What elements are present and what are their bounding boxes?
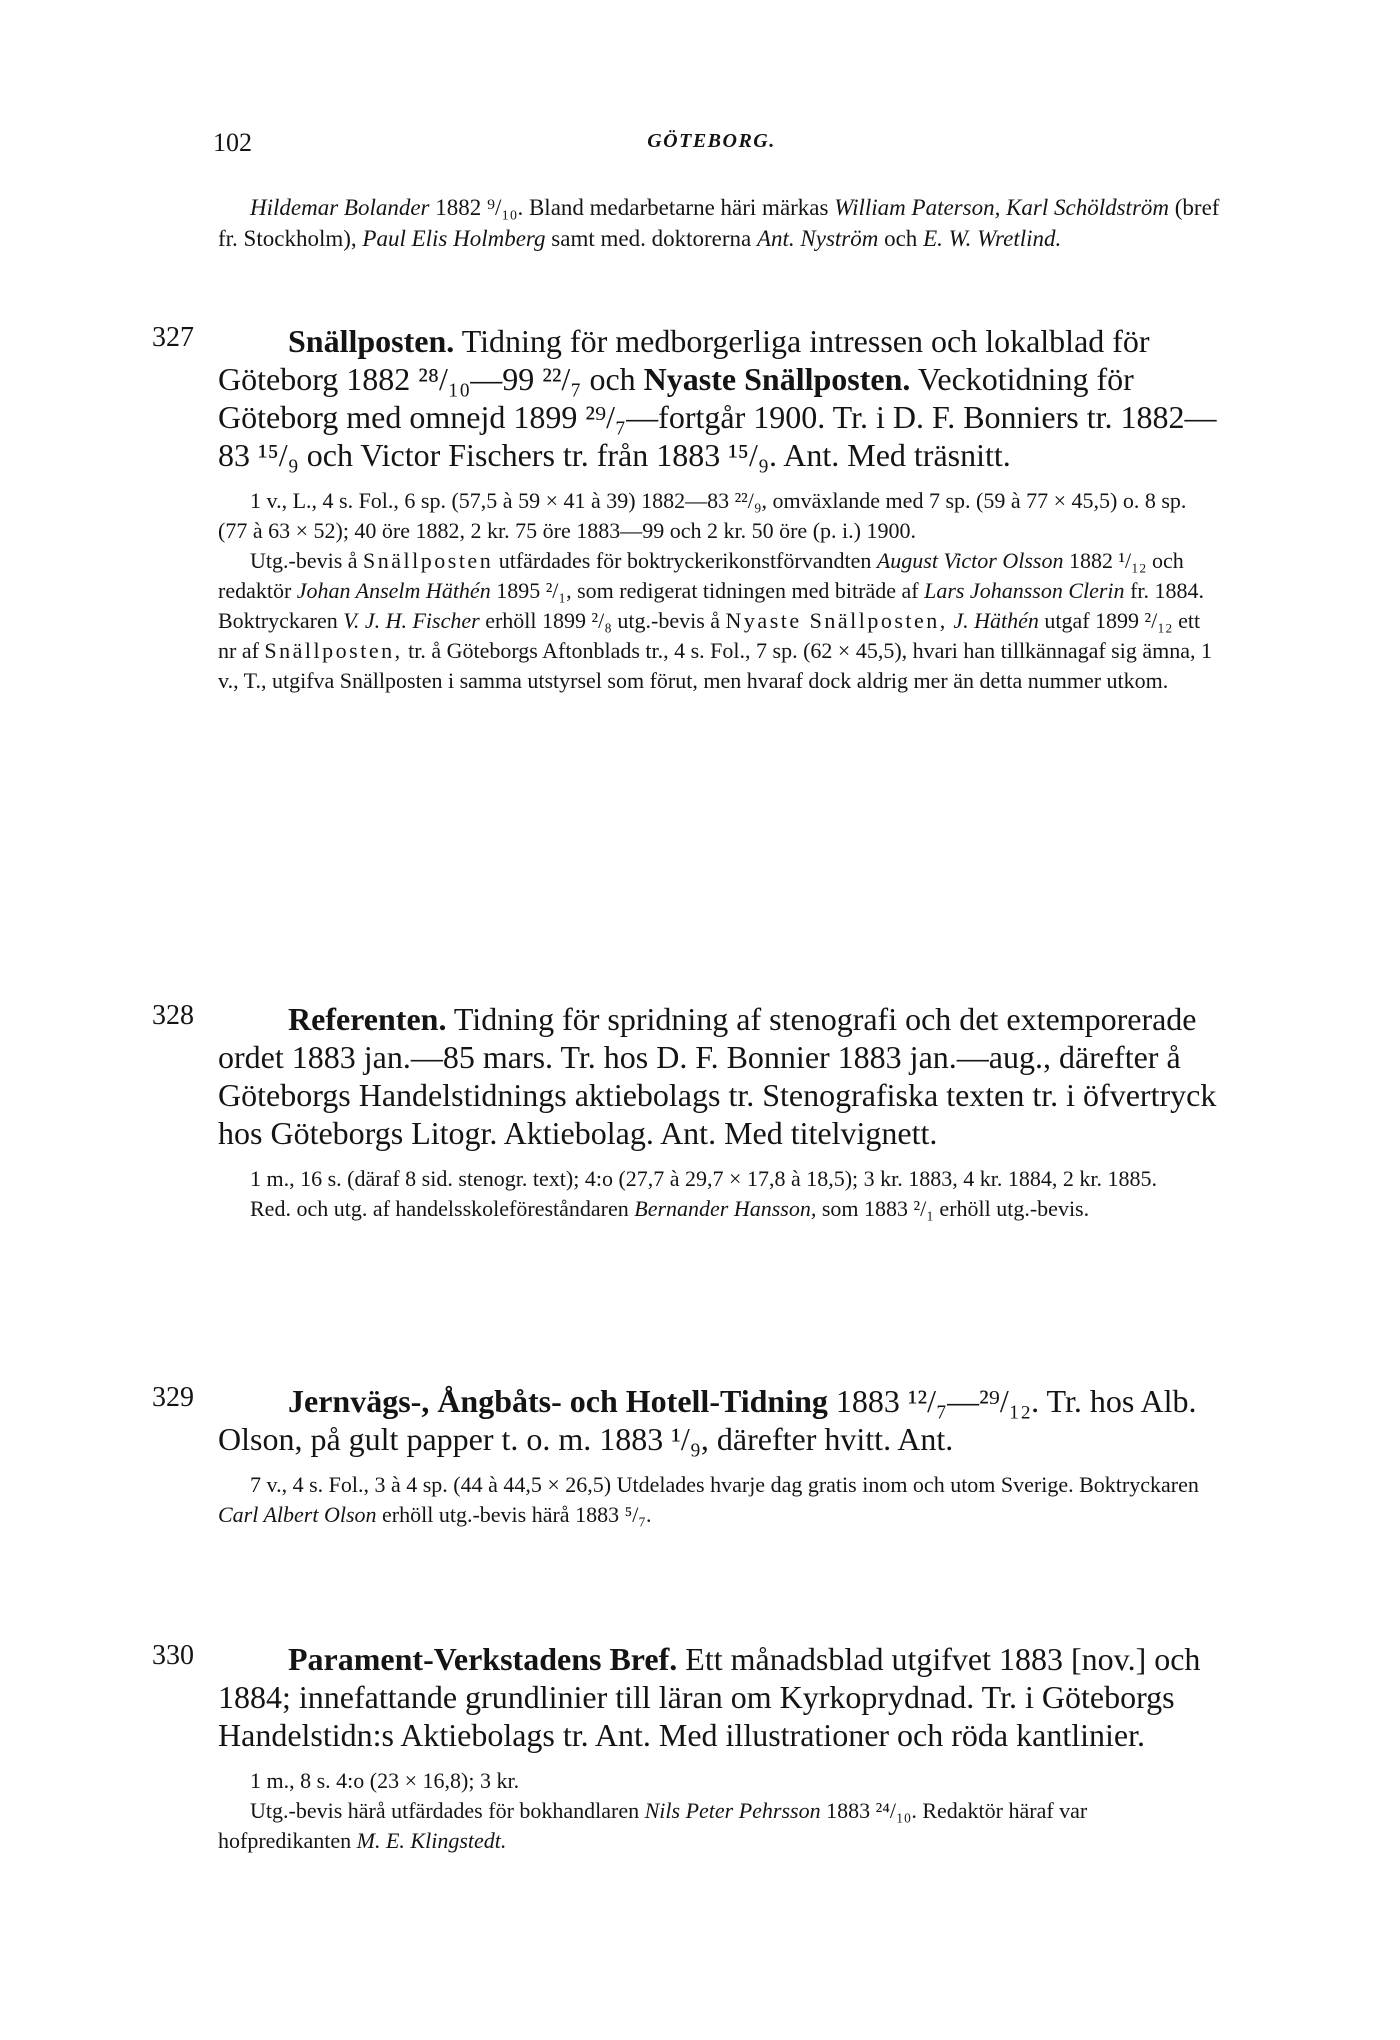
entry-title: Snällposten. (288, 323, 455, 359)
details-part: erhöll utg.-bevis härå 1883 ⁵/₇. (382, 1502, 652, 1527)
page-number: 102 (213, 128, 252, 157)
note-part: Snällposten (363, 548, 494, 573)
intro-name-5: E. W. Wretlind. (923, 226, 1062, 251)
entry-title: Referenten. (288, 1001, 447, 1037)
note-part: Utg.-bevis å (250, 548, 358, 573)
intro-text-2: (bref fr. Stockholm), (218, 195, 1220, 251)
note-person: August Victor Olsson (876, 548, 1064, 573)
entry-title: Jernvägs-, Ångbåts- och Hotell-Tidning (288, 1383, 828, 1419)
entry-329 (152, 1382, 1220, 1530)
entry-description (218, 1640, 1220, 1754)
entry-details: 1 v., L., 4 s. Fol., 6 sp. (57,5 à 59 × 41 à 39) 1882—83 ²²/₉, omväxlande med 7 sp. (59 à 77 × 45,5) o. 8 sp. (77 à 63 × 52); 40 öre 1882, 2 kr. 75 öre 1883—99 och 2 kr. 50 öre (p. i.) 1900. (218, 488, 1187, 543)
intro-name-3: Paul Elis Holmberg (362, 226, 546, 251)
note-part: fr. 1884. Boktryckaren (218, 578, 1205, 633)
entry-title-2: Nyaste Snällposten. (643, 361, 911, 397)
entry-328 (152, 1000, 1220, 1224)
intro-paragraph (218, 192, 1220, 254)
note-part: 1883 ²⁴/₁₀. Redaktör häraf var hofpredikanten (218, 1798, 1088, 1853)
note-part: 1882 ¹/₁₂ och redaktör (218, 548, 1184, 603)
note-part: utfärdades för boktryckerikonstförvandten (498, 548, 872, 573)
note-part: Snällposten, (264, 638, 403, 663)
note-person: Bernander Hansson, (634, 1196, 817, 1221)
running-title: GÖTEBORG. (647, 130, 776, 152)
entry-text: Ett månadsblad utgifvet 1883 [nov.] och 1884; innefattande grundlinier till läran om Kyrkoprydnad. Tr. i Göteborgs Handelstidn:s Aktiebolags tr. Ant. Med illustrationer och röda kantlinier. (218, 1641, 1201, 1753)
note-person: Lars Johansson Clerin (924, 578, 1125, 603)
entry-notes (218, 1194, 1220, 1224)
intro-name-4: Ant. Nyström (756, 226, 879, 251)
entry-details: 1 m., 8 s. 4:o (23 × 16,8); 3 kr. (250, 1768, 520, 1793)
entry-description (218, 1000, 1220, 1152)
note-person: M. E. Klingstedt. (356, 1828, 507, 1853)
entry-title: Parament-Verkstadens Bref. (288, 1641, 678, 1677)
entry-text: 1883 ¹²/₇—²⁹/₁₂. Tr. hos Alb. Olson, på gult papper t. o. m. 1883 ¹/₉, därefter hvitt. Ant. (218, 1383, 1197, 1457)
entry-details: 1 m., 16 s. (däraf 8 sid. stenogr. text); 4:o (27,7 à 29,7 × 17,8 à 18,5); 3 kr. 1883, 4 kr. 1884, 2 kr. 1885. (250, 1166, 1157, 1191)
entry-details (218, 1470, 1220, 1530)
page-header (213, 128, 1210, 158)
note-part: Nyaste Snällposten, (725, 608, 948, 633)
note-part: som 1883 ²/₁ erhöll utg.-bevis. (821, 1196, 1090, 1221)
note-person: V. J. H. Fischer (343, 608, 480, 633)
intro-text-3: samt med. doktorerna (551, 226, 752, 251)
note-part: Red. och utg. af handelsskoleföreståndaren (250, 1196, 629, 1221)
entry-number: 329 (152, 1382, 194, 1413)
note-person: Carl Albert Olson (218, 1502, 377, 1527)
entry-number: 327 (152, 322, 194, 353)
intro-text (218, 192, 1220, 254)
note-part: tr. å Göteborgs Aftonblads tr., 4 s. Fol., 7 sp. (62 × 45,5), hvari han tillkännagaf sig ämna, 1 v., T., utgifva Snällposten i samma utstyrsel som förut, men hvaraf dock aldrig mer än detta nummer utkom. (218, 638, 1212, 693)
entry-description (218, 1382, 1220, 1458)
entry-327 (152, 322, 1220, 696)
note-part: utgaf 1899 ²/₁₂ ett nr af (218, 608, 1201, 663)
entry-330 (152, 1640, 1220, 1856)
entry-notes (218, 1796, 1220, 1856)
note-person: J. Häthén (953, 608, 1039, 633)
intro-name: Hildemar Bolander (250, 195, 430, 220)
entry-text-b: Veckotidning för Göteborg med omnejd 1899 ²⁹/₇—fortgår 1900. Tr. i D. F. Bonniers tr. 1882—83 ¹⁵/₉ och Victor Fischers tr. från 1883 ¹⁵/₉. Ant. Med träsnitt. (218, 361, 1217, 473)
entry-text: Tidning för spridning af stenografi och det extemporerade ordet 1883 jan.—85 mars. Tr. hos D. F. Bonnier 1883 jan.—aug., därefter å Göteborgs Handelstidnings aktiebolags tr. Stenografiska texten tr. i öfvertryck hos Göteborgs Litogr. Aktiebolag. Ant. Med titelvignett. (218, 1001, 1217, 1151)
intro-name-2: William Paterson, Karl Schöldström (834, 195, 1170, 220)
entry-number: 330 (152, 1640, 194, 1671)
entry-notes (218, 546, 1220, 696)
note-part: erhöll 1899 ²/₈ utg.-bevis å (485, 608, 721, 633)
note-person: Johan Anselm Häthén (296, 578, 491, 603)
intro-text-4: och (884, 226, 918, 251)
note-person: Nils Peter Pehrsson (644, 1798, 821, 1823)
entry-text-a: Tidning för medborgerliga intressen och lokalblad för Göteborg 1882 ²⁸/₁₀—99 ²²/₇ och (218, 323, 1150, 397)
entry-number: 328 (152, 1000, 194, 1031)
details-part: 7 v., 4 s. Fol., 3 à 4 sp. (44 à 44,5 × 26,5) Utdelades hvarje dag gratis inom och utom Sverige. Boktryckaren (250, 1472, 1199, 1497)
intro-text-1: 1882 ⁹/₁₀. Bland medarbetarne häri märkas (435, 195, 829, 220)
entry-description (218, 322, 1220, 474)
note-part: 1895 ²/₁, som redigerat tidningen med biträde af (496, 578, 919, 603)
note-part: Utg.-bevis härå utfärdades för bokhandlaren (250, 1798, 640, 1823)
